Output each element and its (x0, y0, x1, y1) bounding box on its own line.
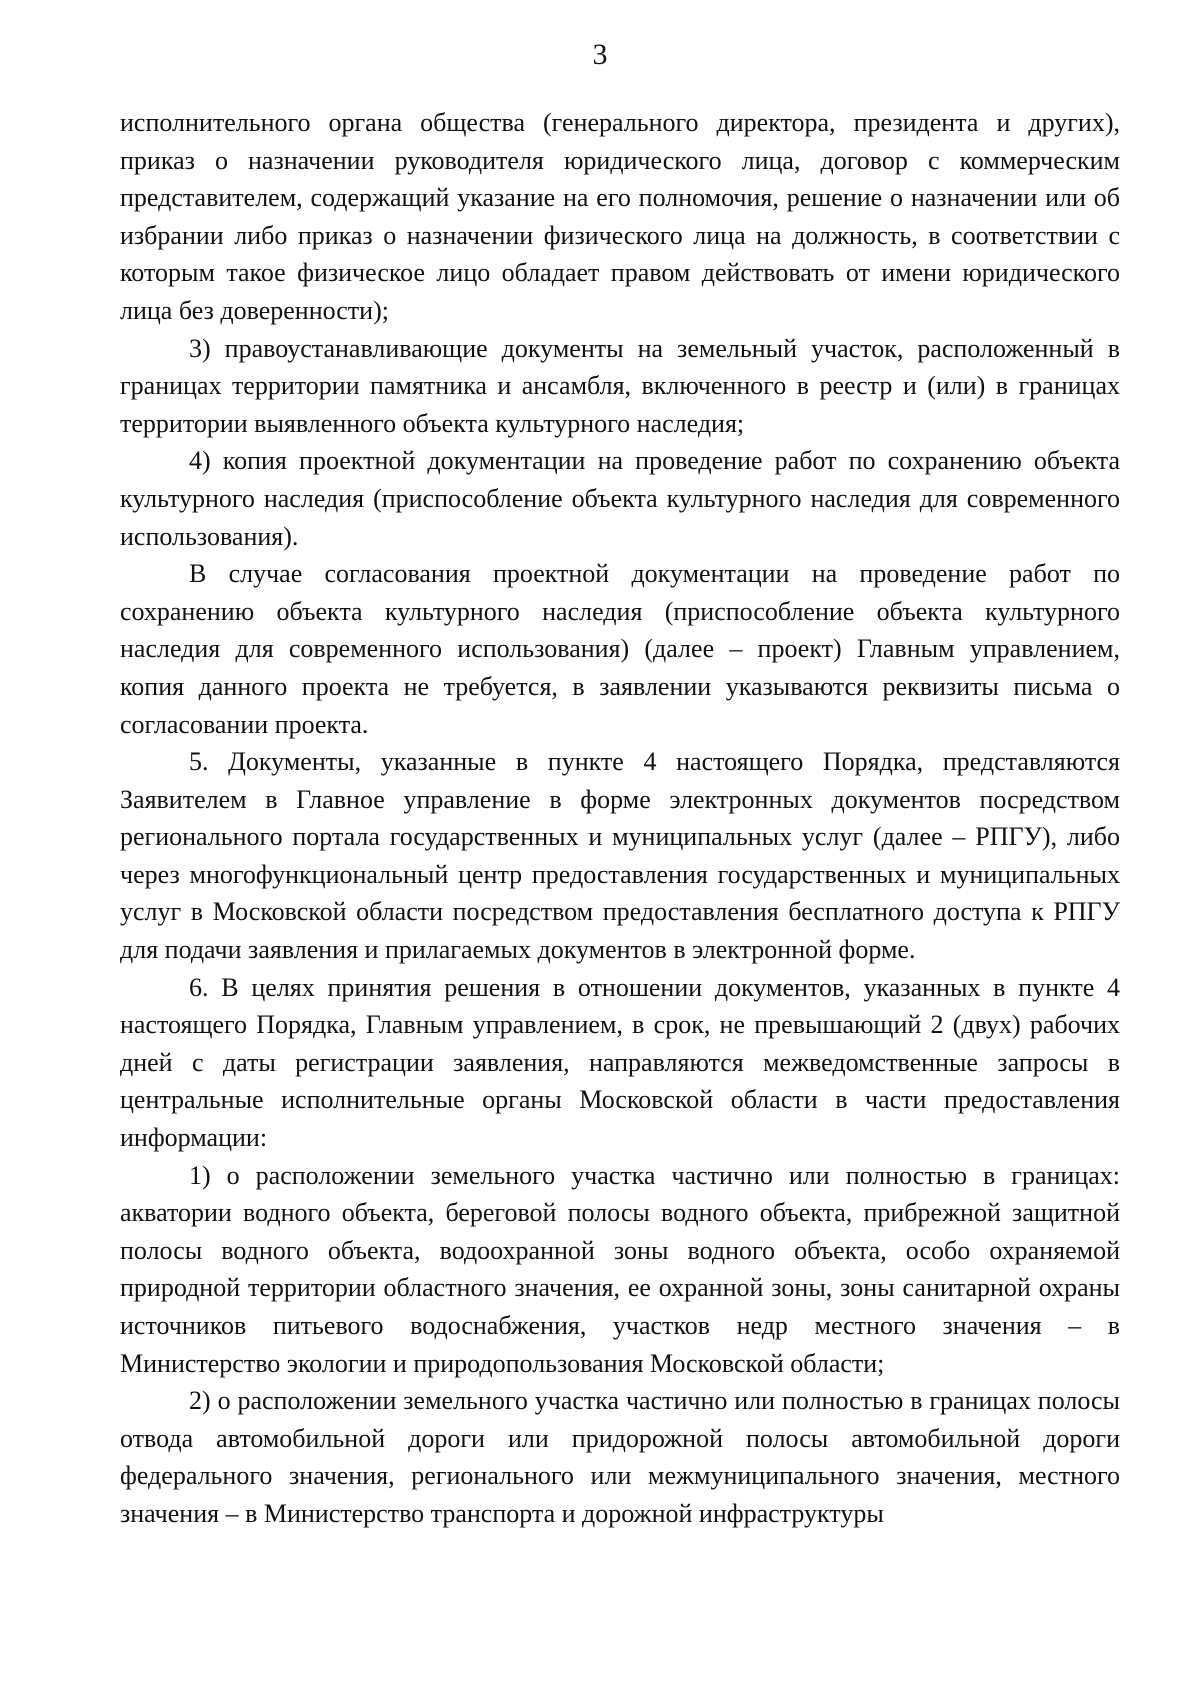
document-body (120, 104, 1120, 1533)
paragraph-subitem-2: 2) о расположении земельного участка частично или полностью в границах полосы отвода автомобильной дороги или придорожной полосы автомобильной дороги федерального значения, регионального или межмуниципального значения, местного значения – в Министерство транспорта и дорожной инфраструктуры (120, 1386, 1120, 1528)
page-number: 3 (592, 38, 608, 71)
paragraph-section-6: 6. В целях принятия решения в отношении документов, указанных в пункте 4 настоящего Порядка, Главным управлением, в срок, не превышающий 2 (двух) рабочих дней с даты регистрации заявления, направляются межведомственные запросы в центральные исполнительные органы Московской области в части предоставления информации: (120, 972, 1120, 1153)
paragraph-item-3: 3) правоустанавливающие документы на земельный участок, расположенный в границах территории памятника и ансамбля, включенного в реестр и (или) в границах территории выявленного объекта культурного наследия; (120, 333, 1120, 438)
paragraph-project-note: В случае согласования проектной документации на проведение работ по сохранению объекта культурного наследия (приспособление объекта культурного наследия для современного использования) (далее – проект) Главным управлением, копия данного проекта не требуется, в заявлении указываются реквизиты письма о согласовании проекта. (120, 559, 1120, 739)
paragraph-continuation: исполнительного органа общества (генерального директора, президента и других), приказ о назначении руководителя юридического лица, договор с коммерческим представителем, содержащий указание на его полномочия, решение о назначении или об избрании либо приказ о назначении физического лица на должность, в соответствии с которым такое физическое лицо обладает правом действовать от имени юридического лица без доверенности); (120, 108, 1120, 325)
paragraph-item-4: 4) копия проектной документации на проведение работ по сохранению объекта культурного наследия (приспособление объекта культурного наследия для современного использования). (120, 446, 1120, 551)
paragraph-section-5: 5. Документы, указанные в пункте 4 настоящего Порядка, представляются Заявителем в Главное управление в форме электронных документов посредством регионального портала государственных и муниципальных услуг (далее – РПГУ), либо через многофункциональный центр предоставления государственных и муниципальных услуг в Московской области посредством предоставления бесплатного доступа к РПГУ для подачи заявления и прилагаемых документов в электронной форме. (120, 747, 1120, 965)
paragraph-subitem-1: 1) о расположении земельного участка частично или полностью в границах: акватории водного объекта, береговой полосы водного объекта, прибрежной защитной полосы водного объекта, водоохранной зоны водного объекта, особо охраняемой природной территории областного значения, ее охранной зоны, зоны санитарной охраны источников питьевого водоснабжения, участков недр местного значения – в Министерство экологии и природопользования Московской области; (120, 1160, 1120, 1378)
